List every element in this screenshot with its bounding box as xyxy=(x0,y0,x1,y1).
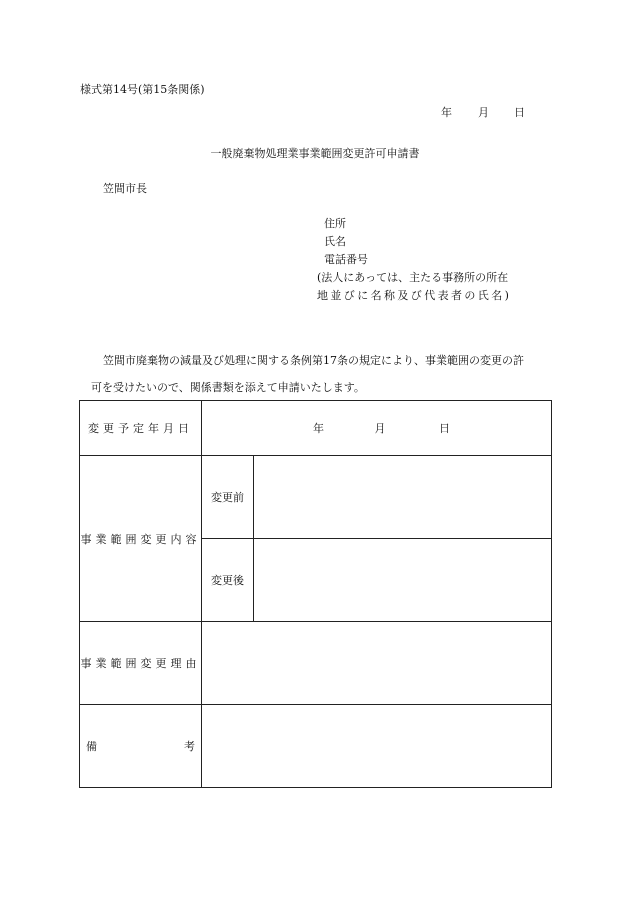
change-year-label: 年 xyxy=(313,422,324,435)
change-date-field[interactable] xyxy=(202,401,552,456)
reason-label: 事業範囲変更理由 xyxy=(80,622,202,705)
body-line-1: 笠間市廃棄物の減量及び処理に関する条例第17条の規定により、事業範囲の変更の許 xyxy=(103,354,524,367)
body-line-2: 可を受けたいので、関係書類を添えて申請いたします。 xyxy=(91,381,365,394)
date-year-label: 年 xyxy=(441,106,452,119)
remarks-field[interactable] xyxy=(202,705,552,788)
before-field[interactable] xyxy=(254,456,552,539)
name-label: 氏名 xyxy=(324,235,346,248)
corporate-note-line-2: 地並びに名称及び代表者の氏名) xyxy=(317,289,512,302)
before-row xyxy=(80,456,552,539)
change-day-label: 日 xyxy=(439,422,450,435)
address-label: 住所 xyxy=(324,217,346,230)
remarks-label-char-2: 考 xyxy=(184,740,195,753)
body-text xyxy=(91,347,524,401)
document-title: 一般廃棄物処理業事業範囲変更許可申請書 xyxy=(210,147,420,160)
date-month-label: 月 xyxy=(478,106,489,119)
addressee: 笠間市長 xyxy=(103,182,147,195)
after-label: 変更後 xyxy=(202,539,254,622)
reason-row xyxy=(80,622,552,705)
form-table xyxy=(79,400,552,788)
remarks-label-cell xyxy=(80,705,202,788)
reason-field[interactable] xyxy=(202,622,552,705)
before-label: 変更前 xyxy=(202,456,254,539)
application-date xyxy=(441,104,531,118)
phone-label: 電話番号 xyxy=(324,253,368,266)
remarks-label-char-1: 備 xyxy=(86,740,97,753)
date-day-label: 日 xyxy=(514,106,525,119)
remarks-label xyxy=(80,738,201,754)
applicant-block xyxy=(317,215,511,305)
remarks-row xyxy=(80,705,552,788)
corporate-note-line-1: (法人にあっては、主たる事務所の所在 xyxy=(317,271,509,284)
change-date-label: 変更予定年月日 xyxy=(80,401,202,456)
content-label: 事業範囲変更内容 xyxy=(80,456,202,622)
after-field[interactable] xyxy=(254,539,552,622)
form-number: 様式第14号(第15条関係) xyxy=(80,83,205,96)
change-date-row xyxy=(80,401,552,456)
change-month-label: 月 xyxy=(374,422,386,435)
